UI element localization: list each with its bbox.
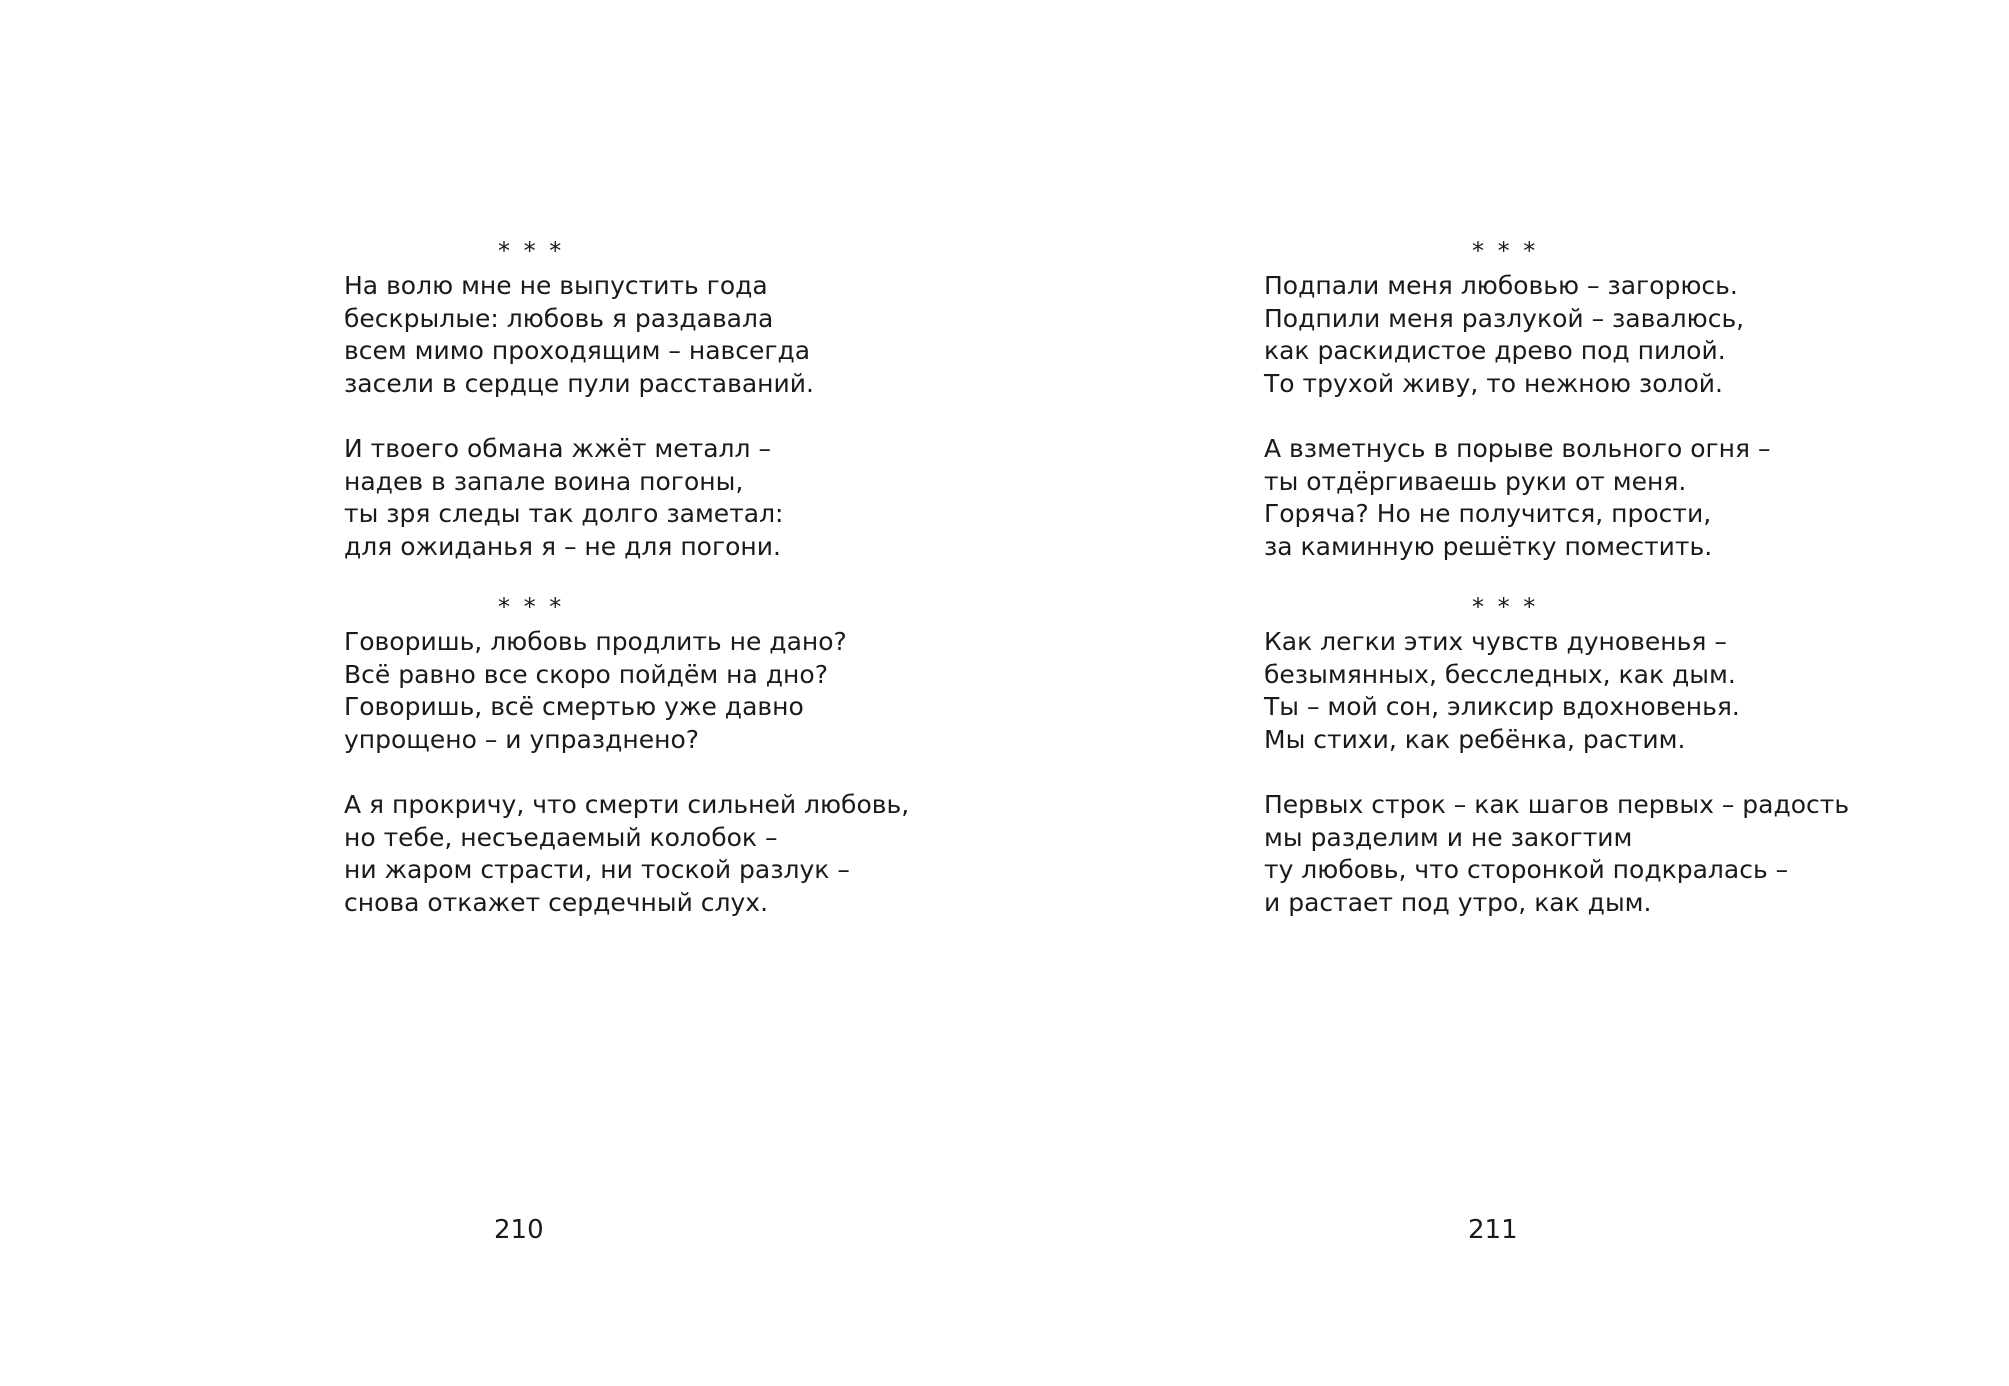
poem-line: А взметнусь в порыве вольного огня – — [1264, 434, 1771, 463]
poem-line: упрощено – и упразднено? — [344, 724, 700, 754]
poem-separator: * * * — [1472, 237, 1539, 265]
poem-line: надев в запале воина погоны, — [344, 466, 744, 496]
page-number: 210 — [494, 1215, 544, 1245]
poem-line: Первых строк – как шагов первых – радость — [1264, 790, 1850, 819]
poem-line: бескрылые: любовь я раздавала — [344, 303, 774, 333]
poem-2 — [344, 626, 909, 919]
poem-line: и растает под утро, как дым. — [1264, 887, 1652, 917]
poem-line: А я прокричу, что смерти сильней любовь, — [344, 790, 910, 819]
page-number: 211 — [1468, 1215, 1518, 1245]
poem-line: И твоего обмана жжёт металл – — [344, 434, 771, 463]
poem-line: ты отдёргиваешь руки от меня. — [1264, 466, 1687, 496]
poem-line: ты зря следы так долго заметал: — [344, 499, 784, 528]
poem-line: Говоришь, любовь продлить не дано? — [344, 627, 847, 656]
poem-line: Подпили меня разлукой – завалюсь, — [1264, 303, 1745, 333]
poem-3 — [1264, 270, 1770, 563]
poem-line: Как легки этих чувств дуновенья – — [1264, 627, 1727, 656]
poem-line: для ожиданья я – не для погони. — [344, 531, 781, 561]
stanza — [344, 789, 909, 919]
poem-line: как раскидистое древо под пилой. — [1264, 336, 1726, 365]
poem-line: Ты – мой сон, эликсир вдохновенья. — [1264, 692, 1740, 721]
poem-line: Говоришь, всё смертью уже давно — [344, 692, 804, 721]
poem-line: всем мимо проходящим – навсегда — [344, 336, 811, 365]
poem-line: мы разделим и не закогтим — [1264, 822, 1633, 852]
poem-line: Всё равно все скоро пойдём на дно? — [344, 659, 828, 689]
stanza — [344, 626, 909, 756]
poem-line: ни жаром страсти, ни тоской разлук – — [344, 855, 850, 884]
poem-line: Подпали меня любовью – загорюсь. — [1264, 271, 1738, 300]
poem-line: снова откажет сердечный слух. — [344, 887, 769, 917]
left-page — [0, 0, 1004, 1386]
poem-separator: * * * — [498, 593, 565, 621]
poem-line: безымянных, бесследных, как дым. — [1264, 659, 1736, 689]
poem-line: но тебе, несъедаемый колобок – — [344, 822, 778, 852]
poem-line: засели в сердце пули расставаний. — [344, 368, 814, 398]
poem-separator: * * * — [1472, 593, 1539, 621]
poem-4 — [1264, 626, 1849, 919]
poem-line: Горяча? Но не получится, прости, — [1264, 499, 1712, 528]
poem-line: ту любовь, что сторонкой подкралась – — [1264, 855, 1789, 884]
poem-line: за каминную решётку поместить. — [1264, 531, 1713, 561]
stanza — [1264, 270, 1770, 400]
poem-line: На волю мне не выпустить года — [344, 271, 768, 300]
stanza — [344, 433, 814, 563]
stanza — [1264, 433, 1770, 563]
stanza — [1264, 626, 1849, 756]
poem-1 — [344, 270, 814, 563]
poem-line: Мы стихи, как ребёнка, растим. — [1264, 724, 1686, 754]
poem-separator: * * * — [498, 237, 565, 265]
right-page — [1004, 0, 2009, 1386]
stanza — [1264, 789, 1849, 919]
poem-line: То трухой живу, то нежною золой. — [1264, 368, 1723, 398]
stanza — [344, 270, 814, 400]
